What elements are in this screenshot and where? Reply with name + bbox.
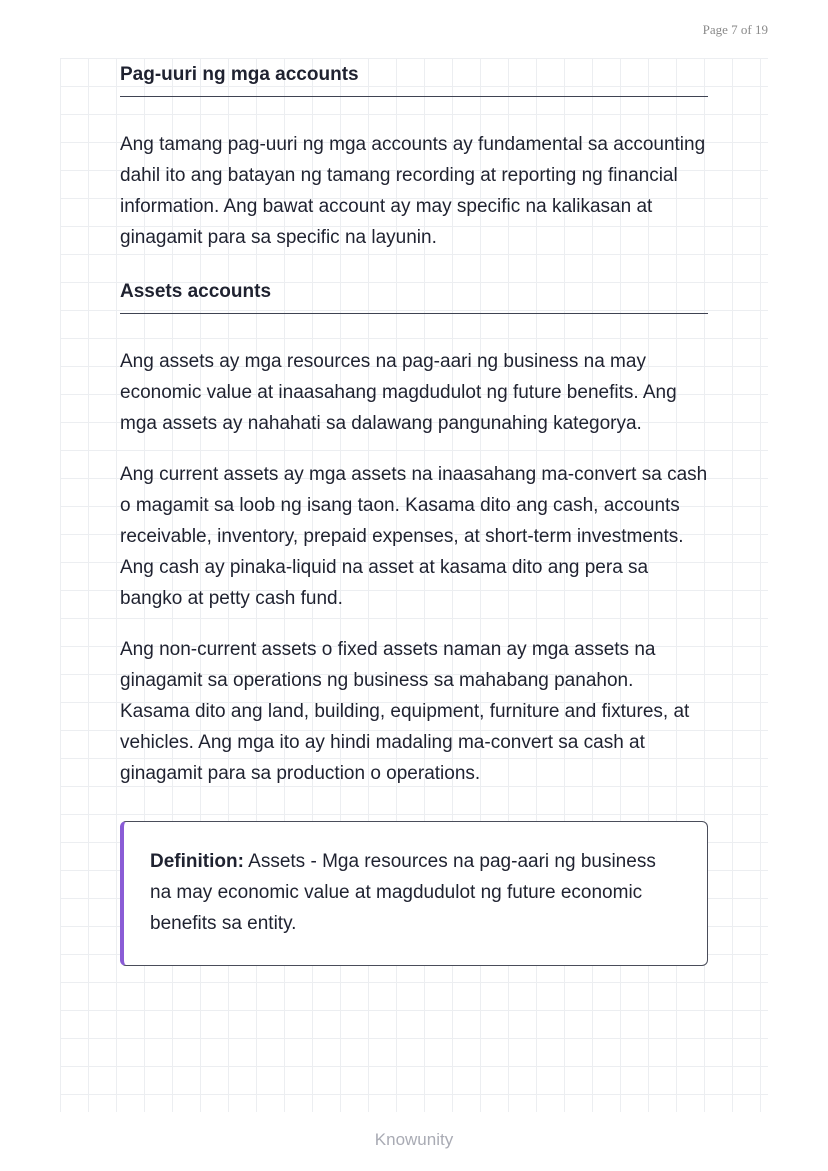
section-heading-assets: Assets accounts bbox=[120, 275, 708, 314]
paragraph-classification: Ang tamang pag-uuri ng mga accounts ay fundamental sa accounting dahil ito ang batayan ng tamang recording at reporting ng financial information. Ang bawat account ay may specific na kalikasan at ginagamit para sa specific na layunin. bbox=[120, 134, 706, 248]
page-content bbox=[120, 58, 708, 966]
paragraph-current-assets: Ang current assets ay mga assets na inaasahang ma-convert sa cash o magamit sa loob ng isang taon. Kasama dito ang cash, accounts receivable, inventory, prepaid expenses, at short-term investments. Ang cash ay pinaka-liquid na asset at kasama dito ang pera sa bangko at petty cash fund. bbox=[120, 464, 708, 609]
page-number: Page 7 of 19 bbox=[702, 22, 768, 37]
definition-label: Definition: bbox=[150, 851, 244, 872]
section-heading-classification: Pag-uuri ng mga accounts bbox=[120, 58, 708, 97]
definition-callout bbox=[120, 821, 708, 966]
footer-brand: Knowunity bbox=[374, 1130, 454, 1149]
paragraph-non-current-assets: Ang non-current assets o fixed assets naman ay mga assets na ginagamit sa operations ng business sa mahabang panahon. Kasama dito ang land, building, equipment, furniture and fixtures, at vehicles. Ang mga ito ay hindi madaling ma-convert sa cash at ginagamit para sa production o operations. bbox=[120, 639, 690, 784]
definition-text: Assets - Mga resources na pag-aari ng business na may economic value at magdudulot ng future economic benefits sa entity. bbox=[150, 851, 656, 934]
paragraph-assets-intro: Ang assets ay mga resources na pag-aari ng business na may economic value at inaasahang magdudulot ng future benefits. Ang mga assets ay nahahati sa dalawang pangunahing kategorya. bbox=[120, 351, 677, 434]
definition-text-block bbox=[150, 846, 681, 939]
